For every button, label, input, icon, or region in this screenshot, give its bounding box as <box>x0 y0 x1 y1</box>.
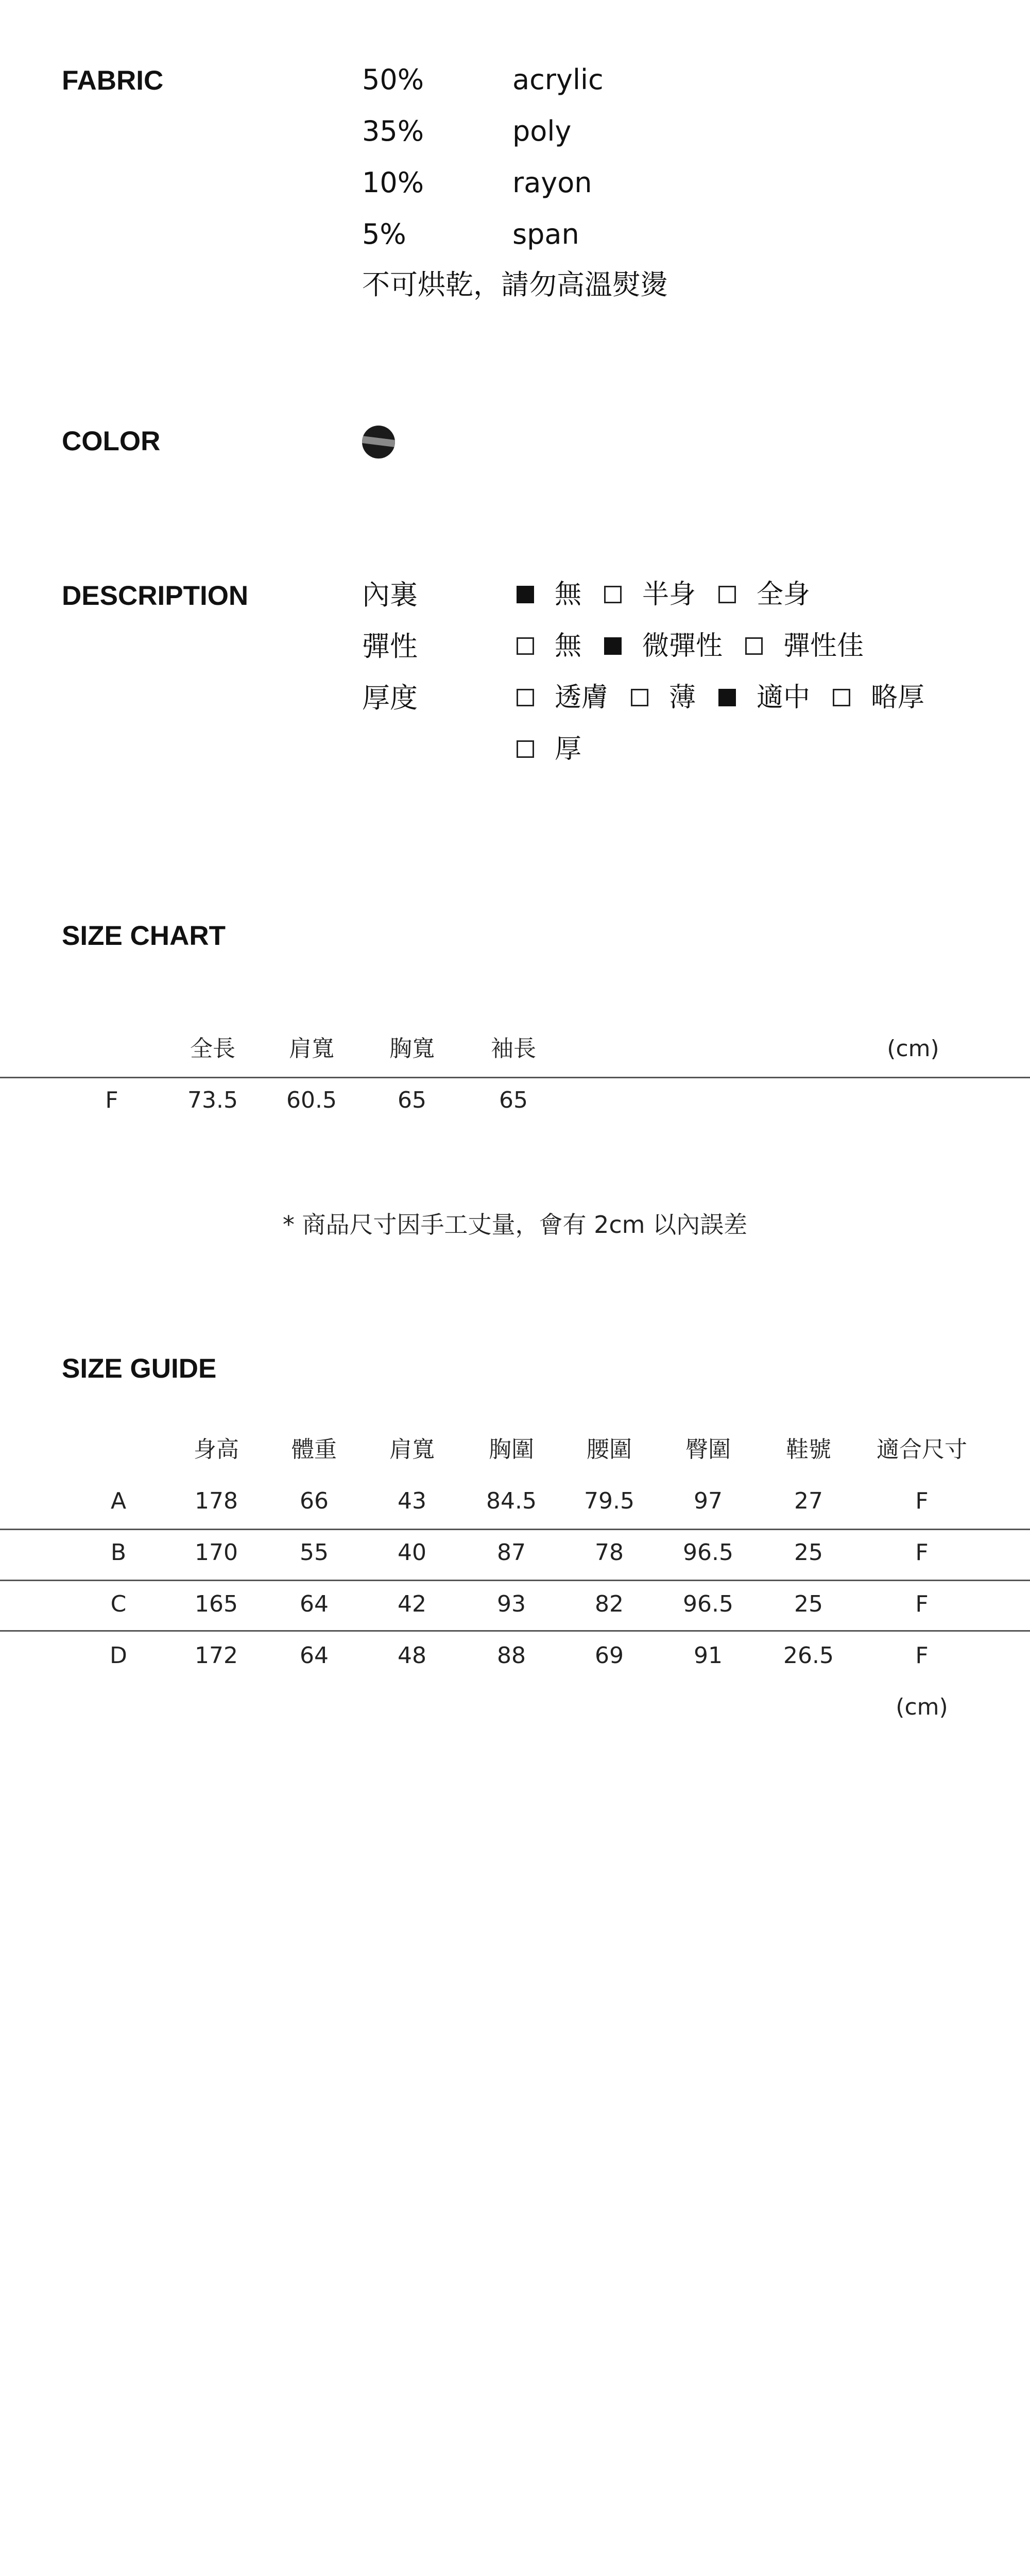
size-chart-unit: (cm) <box>887 1036 939 1062</box>
description-label-lining: 內裏 <box>362 579 418 611</box>
checkbox-empty-icon <box>517 637 534 655</box>
color-swatch[interactable] <box>362 426 395 459</box>
size-guide-model-label: A <box>110 1488 127 1514</box>
size-guide-cell: 42 <box>398 1591 426 1617</box>
size-guide-header: 體重 <box>291 1436 337 1463</box>
size-guide-cell: 78 <box>595 1539 624 1566</box>
option-thickness-thin[interactable]: 薄 <box>631 684 707 711</box>
size-guide-model-label: B <box>110 1539 127 1566</box>
size-guide-title: SIZE GUIDE <box>62 1353 217 1384</box>
size-guide-divider <box>0 1529 1030 1530</box>
size-chart-header: 肩寬 <box>289 1036 334 1062</box>
checkbox-checked-icon <box>517 586 534 603</box>
size-guide-divider <box>0 1580 1030 1581</box>
description-label-thickness: 厚度 <box>362 682 418 714</box>
size-guide-unit: (cm) <box>896 1694 948 1720</box>
size-guide-header: 鞋號 <box>786 1436 831 1463</box>
size-guide-cell: 43 <box>398 1488 426 1514</box>
size-guide-header: 肩寬 <box>389 1436 435 1463</box>
size-chart-header: 袖長 <box>491 1036 536 1062</box>
fabric-material: span <box>512 218 579 250</box>
option-thickness-thick[interactable]: 厚 <box>517 736 593 762</box>
fabric-percent: 35% <box>362 115 424 147</box>
checkbox-empty-icon <box>718 586 736 603</box>
size-chart-header: 全長 <box>190 1036 235 1062</box>
size-guide-cell: 82 <box>595 1591 624 1617</box>
size-guide-header: 臀圍 <box>685 1436 731 1463</box>
size-guide-model-label: C <box>110 1591 127 1617</box>
fabric-title: FABRIC <box>62 65 164 96</box>
size-guide-cell: 172 <box>195 1642 238 1669</box>
size-chart-divider <box>0 1077 1030 1078</box>
option-thickness-slightly-thick[interactable]: 略厚 <box>833 684 936 711</box>
size-guide-cell: 66 <box>300 1488 329 1514</box>
size-guide-divider <box>0 1630 1030 1632</box>
size-guide-cell: 26.5 <box>783 1642 834 1669</box>
size-guide-cell: 88 <box>497 1642 526 1669</box>
color-title: COLOR <box>62 426 161 456</box>
checkbox-empty-icon <box>833 689 850 706</box>
size-guide-cell: 69 <box>595 1642 624 1669</box>
size-guide-cell: 91 <box>694 1642 723 1669</box>
checkbox-empty-icon <box>517 689 534 706</box>
size-guide-cell: 79.5 <box>584 1488 634 1514</box>
description-title: DESCRIPTION <box>62 581 249 611</box>
option-stretch-good[interactable]: 彈性佳 <box>745 633 875 659</box>
size-guide-cell: 64 <box>300 1642 329 1669</box>
size-chart-size-label: F <box>105 1087 118 1113</box>
size-chart-header: 胸寬 <box>389 1036 435 1062</box>
size-guide-cell: 48 <box>398 1642 426 1669</box>
size-guide-cell: 64 <box>300 1591 329 1617</box>
fabric-material: rayon <box>512 166 592 199</box>
checkbox-checked-icon <box>718 689 736 706</box>
thickness-options-continued <box>517 734 604 765</box>
checkbox-empty-icon <box>604 586 622 603</box>
lining-options <box>517 581 833 608</box>
option-stretch-none[interactable]: 無 <box>517 633 593 659</box>
checkbox-empty-icon <box>745 637 763 655</box>
size-guide-cell: F <box>915 1488 929 1514</box>
checkbox-empty-icon <box>631 689 648 706</box>
option-thickness-sheer[interactable]: 透膚 <box>517 684 620 711</box>
size-guide-cell: 97 <box>694 1488 723 1514</box>
size-guide-cell: 96.5 <box>683 1591 733 1617</box>
option-lining-none[interactable]: 無 <box>517 581 593 608</box>
option-lining-half[interactable]: 半身 <box>604 581 707 608</box>
size-guide-header: 適合尺寸 <box>877 1436 967 1463</box>
size-guide-cell: 93 <box>497 1591 526 1617</box>
stretch-options <box>517 631 886 662</box>
size-guide-cell: F <box>915 1591 929 1617</box>
size-guide-cell: F <box>915 1539 929 1566</box>
checkbox-empty-icon <box>517 740 534 758</box>
fabric-material: poly <box>512 115 572 147</box>
size-guide-model-label: D <box>110 1642 127 1669</box>
fabric-care-note: 不可烘乾，請勿高溫熨燙 <box>362 268 668 301</box>
size-chart-title: SIZE CHART <box>62 921 226 951</box>
size-guide-cell: 25 <box>794 1591 823 1617</box>
size-chart-cell: 60.5 <box>286 1087 337 1113</box>
option-thickness-medium[interactable]: 適中 <box>718 684 821 711</box>
size-guide-cell: 87 <box>497 1539 526 1566</box>
fabric-percent: 50% <box>362 63 424 96</box>
size-chart-cell: 65 <box>499 1087 528 1113</box>
size-guide-cell: 170 <box>195 1539 238 1566</box>
striped-swatch-icon <box>362 426 395 459</box>
size-guide-cell: 27 <box>794 1488 823 1514</box>
size-guide-cell: 165 <box>195 1591 238 1617</box>
checkbox-checked-icon <box>604 637 622 655</box>
fabric-material: acrylic <box>512 63 604 96</box>
size-guide-cell: 40 <box>398 1539 426 1566</box>
fabric-percent: 5% <box>362 218 406 250</box>
size-guide-header: 腰圍 <box>587 1436 632 1463</box>
size-guide-cell: 96.5 <box>683 1539 733 1566</box>
size-guide-cell: 25 <box>794 1539 823 1566</box>
size-guide-cell: 55 <box>300 1539 329 1566</box>
size-chart-cell: 65 <box>398 1087 426 1113</box>
size-guide-cell: 178 <box>195 1488 238 1514</box>
description-label-stretch: 彈性 <box>362 630 418 663</box>
size-guide-cell: 84.5 <box>486 1488 537 1514</box>
size-chart-cell: 73.5 <box>187 1087 238 1113</box>
fabric-percent: 10% <box>362 166 424 199</box>
size-chart-note: * 商品尺寸因手工丈量，會有 2cm 以內誤差 <box>282 1211 748 1239</box>
size-guide-header: 胸圍 <box>489 1436 534 1463</box>
thickness-options <box>517 684 947 711</box>
option-lining-full[interactable]: 全身 <box>718 581 821 608</box>
size-guide-cell: F <box>915 1642 929 1669</box>
size-guide-header: 身高 <box>194 1436 239 1463</box>
option-stretch-slight[interactable]: 微彈性 <box>604 633 734 659</box>
